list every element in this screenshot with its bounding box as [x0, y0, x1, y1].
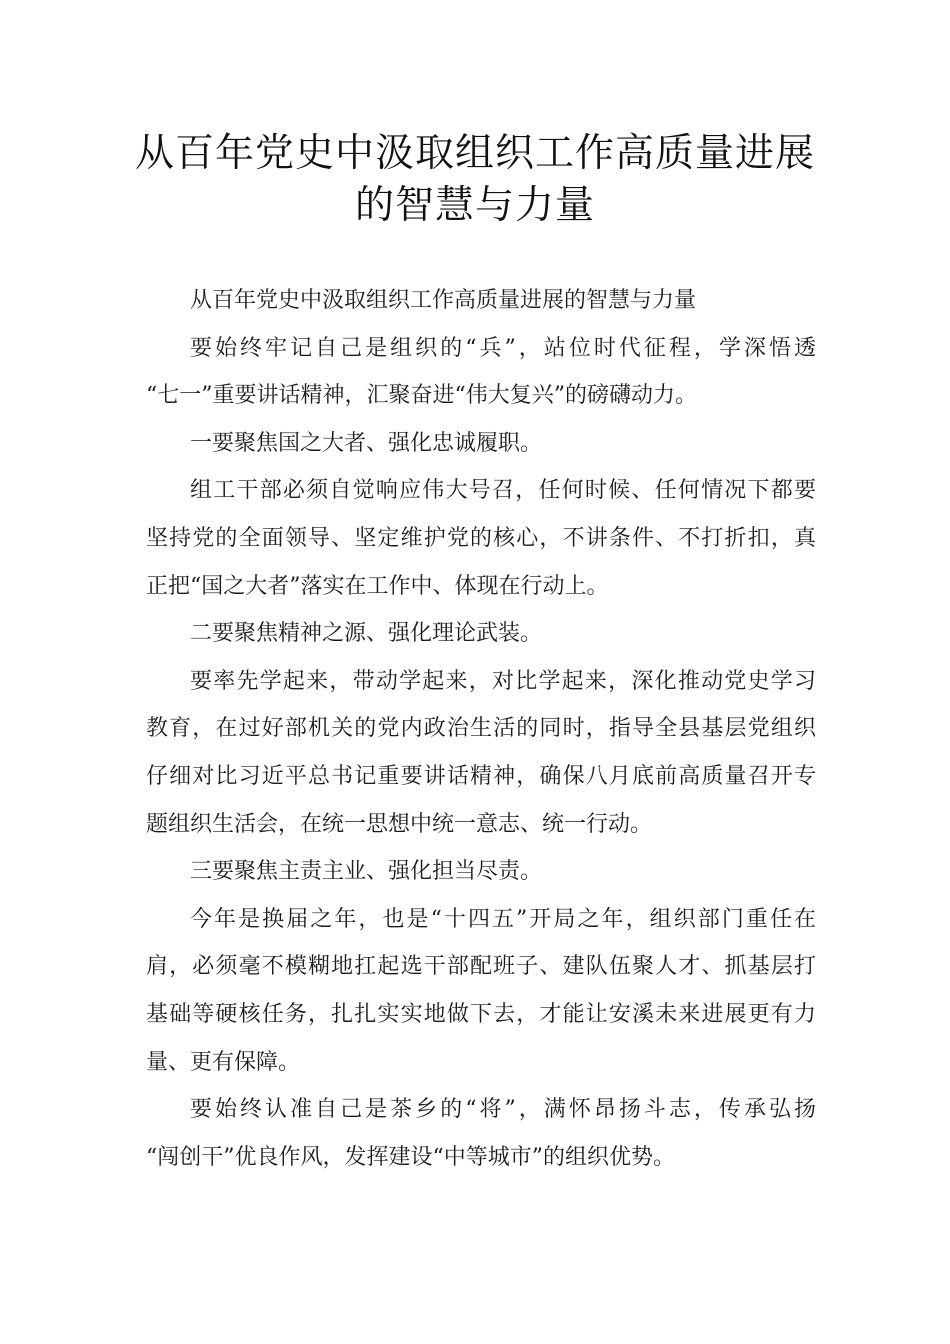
body-text-line: 二要聚焦精神之源、强化理论武装。 [190, 621, 543, 647]
body-text-line: “闯创干”优良作风，发挥建设“中等城市”的组织优势。 [146, 1144, 675, 1170]
body-text-line: 要率先学起来，带动学起来，对比学起来，深化推动党史学习 [190, 668, 816, 694]
body-text-line: 题组织生活会，在统一思想中统一意志、统一行动。 [146, 811, 653, 837]
body-text-line: 从百年党史中汲取组织工作高质量进展的智慧与力量 [190, 288, 697, 313]
body-text-line: 今年是换届之年，也是“十四五”开局之年，组织部门重任在 [190, 906, 816, 932]
body-text-line: 要始终认准自己是茶乡的“将”，满怀昂扬斗志，传承弘扬 [190, 1097, 816, 1123]
body-text-line: 一要聚焦国之大者、强化忠诚履职。 [190, 430, 543, 456]
body-text-line: “七一”重要讲话精神，汇聚奋进“伟大复兴”的磅礴动力。 [146, 383, 697, 409]
body-text-line: 量、更有保障。 [146, 1049, 301, 1075]
body-text-line: 三要聚焦主责主业、强化担当尽责。 [190, 859, 543, 885]
body-text-line: 坚持党的全面领导、坚定维护党的核心，不讲条件、不打折扣，真 [146, 525, 816, 551]
body-text-line: 正把“国之大者”落实在工作中、体现在行动上。 [146, 573, 609, 599]
body-text-line: 组工干部必须自觉响应伟大号召，任何时候、任何情况下都要 [190, 478, 816, 504]
document-body [146, 281, 816, 1185]
document-title-line-2: 的智慧与力量 [354, 183, 595, 228]
body-text-line: 肩，必须毫不模糊地扛起选干部配班子、建队伍聚人才、抓基层打 [146, 954, 816, 980]
body-text-line: 仔细对比习近平总书记重要讲话精神，确保八月底前高质量召开专 [146, 763, 816, 789]
document-title-line-1: 从百年党史中汲取组织工作高质量进展 [134, 131, 815, 176]
body-text-line: 基础等硬核任务，扎扎实实地做下去，才能让安溪未来进展更有力 [146, 1001, 816, 1027]
body-text-line: 要始终牢记自己是组织的“兵”，站位时代征程，学深悟透 [190, 335, 816, 361]
body-text-line: 教育，在过好部机关的党内政治生活的同时，指导全县基层党组织 [146, 716, 816, 742]
